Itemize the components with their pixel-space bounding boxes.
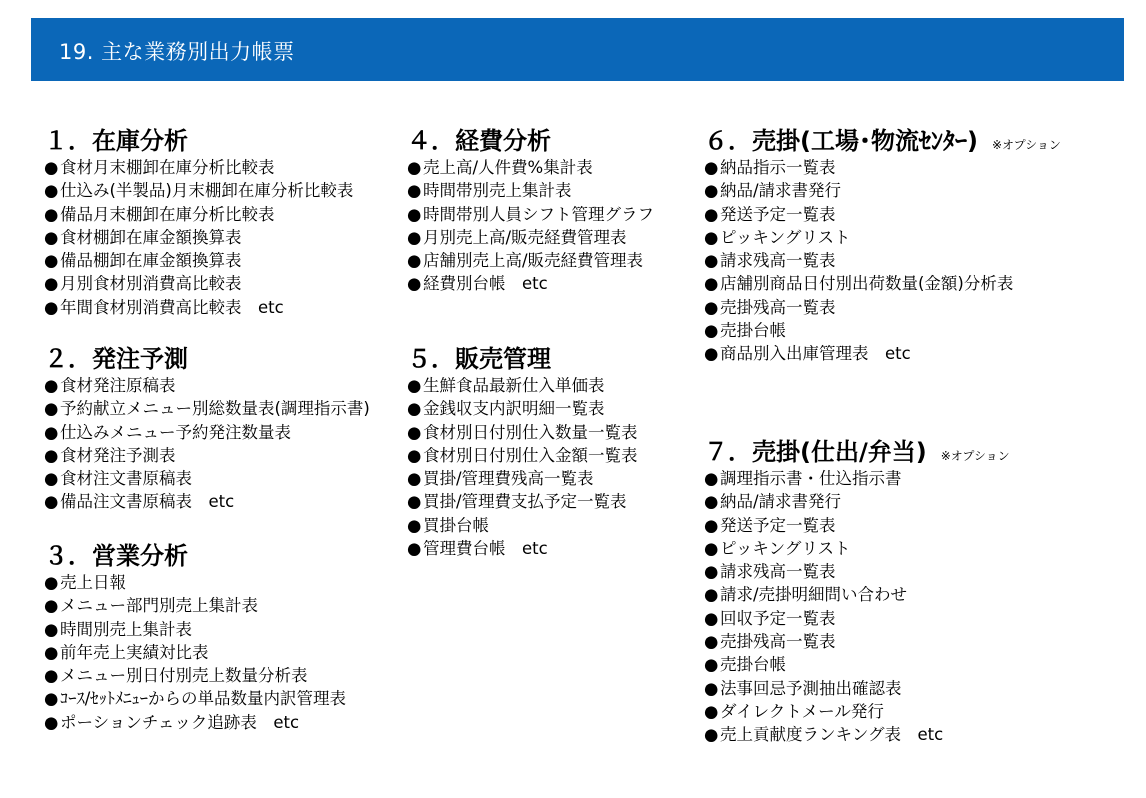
list-item <box>704 342 1061 365</box>
page-title: 19. 主な業務別出力帳票 <box>59 40 295 64</box>
list-item-text: 金銭収支内訳明細一覧表 <box>423 399 605 419</box>
list-item-text: 時間別売上集計表 <box>60 619 192 639</box>
list-item <box>704 514 1010 537</box>
bullet-icon: ● <box>407 274 422 294</box>
list-item-text: ピッキングリスト <box>720 538 851 558</box>
list-item-text: ｺｰｽ/ｾｯﾄﾒﾆｭｰからの単品数量内訳管理表 <box>60 689 347 709</box>
list-item <box>704 156 1061 179</box>
list-item-text: 月別売上高/販売経費管理表 <box>423 227 627 247</box>
list-item <box>44 249 353 272</box>
list-item-text: 買掛台帳 <box>423 515 489 535</box>
bullet-icon: ● <box>704 344 719 364</box>
list-item-text: 食材棚卸在庫金額換算表 <box>60 227 242 247</box>
bullet-icon: ● <box>44 619 59 639</box>
list-item <box>704 537 1010 560</box>
list-item <box>704 296 1061 319</box>
bullet-icon: ● <box>704 701 719 721</box>
bullet-icon: ● <box>44 689 59 709</box>
section-receivables-catering <box>704 437 1010 747</box>
list-item-text: 店舗別商品日付別出荷数量(金額)分析表 <box>720 274 1014 294</box>
list-item <box>407 156 654 179</box>
list-item-text: 食材別日付別仕入金額一覧表 <box>423 445 638 465</box>
bullet-icon: ● <box>704 678 719 698</box>
list-item-text: 売掛台帳 <box>720 321 786 341</box>
list-item-text: 食材発注原稿表 <box>60 376 176 395</box>
item-list <box>704 156 1061 366</box>
section-title <box>704 437 1010 467</box>
section-inventory-analysis <box>44 126 353 319</box>
list-item-text: ピッキングリスト <box>720 227 851 247</box>
list-item <box>44 641 346 664</box>
bullet-icon: ● <box>704 181 719 201</box>
list-item-text: 売掛残高一覧表 <box>720 297 836 317</box>
list-item-text: 生鮮食品最新仕入単価表 <box>423 376 605 395</box>
bullet-icon: ● <box>704 515 719 535</box>
section-receivables-factory <box>704 126 1061 366</box>
bullet-icon: ● <box>44 445 59 465</box>
header-bar <box>31 18 1124 81</box>
bullet-icon: ● <box>407 227 422 247</box>
list-item-text: 管理費台帳 etc <box>423 539 548 559</box>
list-item <box>704 677 1010 700</box>
section-title: ４．経費分析 <box>407 127 551 155</box>
list-item <box>407 249 654 272</box>
bullet-icon: ● <box>44 251 59 271</box>
bullet-icon: ● <box>704 492 719 512</box>
list-item-text: 食材注文書原稿表 <box>60 469 192 489</box>
list-item-text: 回収予定一覧表 <box>720 608 836 628</box>
list-item-text: メニュー部門別売上集計表 <box>60 596 258 616</box>
list-item <box>704 226 1061 249</box>
list-item <box>704 319 1061 342</box>
list-item <box>704 272 1061 295</box>
list-item <box>704 490 1010 513</box>
list-item-text: 売上貢献度ランキング表 etc <box>720 725 944 745</box>
bullet-icon: ● <box>44 469 59 489</box>
list-item-text: 納品指示一覧表 <box>720 158 836 177</box>
bullet-icon: ● <box>704 538 719 558</box>
list-item <box>704 607 1010 630</box>
bullet-icon: ● <box>704 321 719 341</box>
list-item-text: 時間帯別人員シフト管理グラフ <box>423 204 654 224</box>
list-item <box>44 490 370 513</box>
bullet-icon: ● <box>704 158 719 177</box>
section-order-forecast <box>44 344 370 514</box>
list-item-text: 請求/売掛明細問い合わせ <box>720 585 908 605</box>
list-item <box>44 179 353 202</box>
list-item <box>407 179 654 202</box>
bullet-icon: ● <box>704 655 719 675</box>
item-list <box>704 467 1010 747</box>
list-item <box>44 711 346 734</box>
section-sales-management <box>407 344 638 560</box>
bullet-icon: ● <box>704 251 719 271</box>
list-item <box>44 467 370 490</box>
bullet-icon: ● <box>704 274 719 294</box>
list-item-text: 備品棚卸在庫金額換算表 <box>60 251 242 271</box>
list-item <box>44 664 346 687</box>
list-item <box>407 374 638 397</box>
list-item-text: 発送予定一覧表 <box>720 204 836 224</box>
bullet-icon: ● <box>704 469 719 488</box>
list-item-text: 売上日報 <box>60 573 126 592</box>
item-list <box>407 156 654 296</box>
list-item-text: 年間食材別消費高比較表 etc <box>60 297 284 317</box>
bullet-icon: ● <box>44 297 59 317</box>
bullet-icon: ● <box>407 469 422 489</box>
list-item-text: 食材発注予測表 <box>60 445 176 465</box>
list-item-text: 予約献立メニュー別総数量表(調理指示書) <box>60 399 370 419</box>
list-item <box>44 444 370 467</box>
list-item <box>44 421 370 444</box>
list-item-text: 食材月末棚卸在庫分析比較表 <box>60 158 275 177</box>
bullet-icon: ● <box>44 399 59 419</box>
section-title: １．在庫分析 <box>44 127 188 155</box>
bullet-icon: ● <box>44 573 59 592</box>
bullet-icon: ● <box>704 562 719 582</box>
list-item-text: 調理指示書・仕込指示書 <box>720 469 902 488</box>
list-item-text: メニュー別日付別売上数量分析表 <box>60 666 308 686</box>
list-item <box>407 467 638 490</box>
list-item-text: 売掛台帳 <box>720 655 786 675</box>
bullet-icon: ● <box>44 274 59 294</box>
list-item-text: 買掛/管理費残高一覧表 <box>423 469 594 489</box>
list-item-text: 前年売上実績対比表 <box>60 642 209 662</box>
item-list <box>44 571 346 734</box>
section-title-text: ７．売掛(仕出/弁当) <box>704 438 927 466</box>
bullet-icon: ● <box>407 515 422 535</box>
bullet-icon: ● <box>407 399 422 419</box>
bullet-icon: ● <box>407 539 422 559</box>
item-list <box>44 374 370 514</box>
list-item <box>704 249 1061 272</box>
bullet-icon: ● <box>44 666 59 686</box>
bullet-icon: ● <box>407 181 422 201</box>
bullet-icon: ● <box>704 585 719 605</box>
bullet-icon: ● <box>407 445 422 465</box>
list-item <box>704 203 1061 226</box>
section-title: ３．営業分析 <box>44 542 188 570</box>
list-item <box>44 618 346 641</box>
bullet-icon: ● <box>407 251 422 271</box>
list-item-text: 納品/請求書発行 <box>720 492 842 512</box>
list-item-text: ダイレクトメール発行 <box>720 701 884 721</box>
option-note: ※オプション <box>940 449 1010 463</box>
bullet-icon: ● <box>44 492 59 512</box>
bullet-icon: ● <box>407 376 422 395</box>
list-item <box>44 687 346 710</box>
list-item-text: 経費別台帳 etc <box>423 274 548 294</box>
section-sales-analysis <box>44 541 346 734</box>
list-item-text: 請求残高一覧表 <box>720 562 836 582</box>
list-item-text: 月別食材別消費高比較表 <box>60 274 242 294</box>
list-item <box>44 226 353 249</box>
list-item-text: 売上高/人件費%集計表 <box>423 158 593 177</box>
list-item <box>704 467 1010 490</box>
list-item-text: 納品/請求書発行 <box>720 181 842 201</box>
bullet-icon: ● <box>704 204 719 224</box>
list-item <box>407 397 638 420</box>
list-item <box>407 514 638 537</box>
bullet-icon: ● <box>704 297 719 317</box>
list-item-text: 食材別日付別仕入数量一覧表 <box>423 422 638 442</box>
item-list <box>44 156 353 319</box>
list-item <box>704 583 1010 606</box>
section-title: ２．発注予測 <box>44 345 188 373</box>
list-item-text: 店舗別売上高/販売経費管理表 <box>423 251 644 271</box>
bullet-icon: ● <box>704 227 719 247</box>
list-item-text: ポーションチェック追跡表 etc <box>60 712 300 732</box>
list-item <box>44 571 346 594</box>
list-item <box>407 490 638 513</box>
list-item <box>704 653 1010 676</box>
option-note: ※オプション <box>991 138 1061 152</box>
list-item-text: 法事回忌予測抽出確認表 <box>720 678 902 698</box>
list-item-text: 備品月末棚卸在庫分析比較表 <box>60 204 275 224</box>
bullet-icon: ● <box>407 204 422 224</box>
bullet-icon: ● <box>44 181 59 201</box>
list-item-text: 備品注文書原稿表 etc <box>60 492 235 512</box>
list-item <box>44 156 353 179</box>
list-item <box>704 560 1010 583</box>
bullet-icon: ● <box>407 422 422 442</box>
list-item <box>407 537 638 560</box>
bullet-icon: ● <box>44 204 59 224</box>
section-title: ５．販売管理 <box>407 345 551 373</box>
bullet-icon: ● <box>44 422 59 442</box>
list-item-text: 時間帯別売上集計表 <box>423 181 572 201</box>
list-item <box>704 700 1010 723</box>
list-item <box>44 374 370 397</box>
list-item <box>704 723 1010 746</box>
section-expense-analysis <box>407 126 654 296</box>
list-item <box>704 179 1061 202</box>
bullet-icon: ● <box>407 158 422 177</box>
bullet-icon: ● <box>44 158 59 177</box>
bullet-icon: ● <box>44 376 59 395</box>
bullet-icon: ● <box>704 632 719 652</box>
list-item-text: 仕込み(半製品)月末棚卸在庫分析比較表 <box>60 181 354 201</box>
list-item <box>407 421 638 444</box>
list-item <box>407 226 654 249</box>
bullet-icon: ● <box>44 712 59 732</box>
list-item-text: 発送予定一覧表 <box>720 515 836 535</box>
bullet-icon: ● <box>44 642 59 662</box>
bullet-icon: ● <box>704 608 719 628</box>
list-item <box>44 296 353 319</box>
list-item <box>44 203 353 226</box>
list-item <box>407 203 654 226</box>
list-item-text: 買掛/管理費支払予定一覧表 <box>423 492 627 512</box>
bullet-icon: ● <box>44 596 59 616</box>
list-item <box>704 630 1010 653</box>
bullet-icon: ● <box>407 492 422 512</box>
list-item-text: 請求残高一覧表 <box>720 251 836 271</box>
item-list <box>407 374 638 560</box>
list-item <box>407 444 638 467</box>
bullet-icon: ● <box>704 725 719 745</box>
list-item <box>407 272 654 295</box>
section-title <box>704 126 1061 156</box>
bullet-icon: ● <box>44 227 59 247</box>
list-item-text: 商品別入出庫管理表 etc <box>720 344 911 364</box>
list-item <box>44 594 346 617</box>
list-item-text: 仕込みメニュー予約発注数量表 <box>60 422 291 442</box>
list-item-text: 売掛残高一覧表 <box>720 632 836 652</box>
list-item <box>44 272 353 295</box>
section-title-text: ６．売掛(工場･物流ｾﾝﾀｰ) <box>704 127 978 155</box>
list-item <box>44 397 370 420</box>
